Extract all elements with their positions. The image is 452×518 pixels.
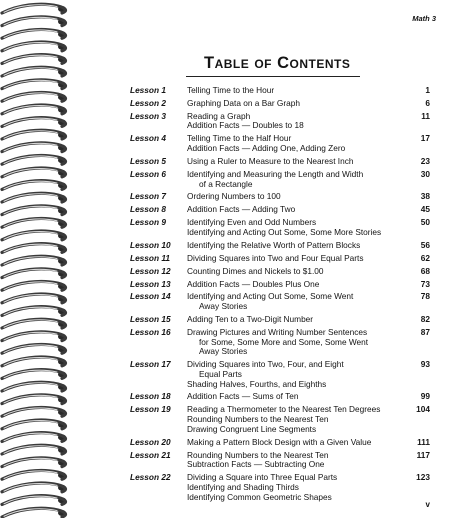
lesson-topics xyxy=(187,192,402,202)
toc-entry xyxy=(130,254,430,264)
lesson-page-number: 6 xyxy=(425,97,430,108)
lesson-page-number: 99 xyxy=(420,391,430,402)
lesson-topic-line: Away Stories xyxy=(199,346,248,357)
spiral-binding xyxy=(0,0,72,518)
lesson-page-number: 62 xyxy=(420,252,430,263)
lesson-topic-line: Making a Pattern Block Design with a Given Value xyxy=(187,436,372,447)
spiral-coil xyxy=(2,458,66,467)
lesson-page-number: 50 xyxy=(420,217,430,228)
toc-entry xyxy=(130,405,430,434)
lesson-label: Lesson 19 xyxy=(130,404,171,415)
lesson-page-number: 117 xyxy=(416,449,430,460)
lesson-topics xyxy=(187,405,402,434)
lesson-page-number: 73 xyxy=(420,278,430,289)
spiral-coil xyxy=(2,168,66,177)
lesson-topic-line: Addition Facts — Doubles Plus One xyxy=(187,278,320,289)
lesson-label: Lesson 22 xyxy=(130,472,171,483)
lesson-label: Lesson 15 xyxy=(130,313,171,324)
lesson-topics xyxy=(187,328,402,357)
spiral-coil xyxy=(2,344,66,353)
lesson-topic-line: Identifying Even and Odd Numbers xyxy=(187,217,317,228)
spiral-coil xyxy=(2,244,66,253)
spiral-coil xyxy=(2,130,66,139)
lesson-topic-line: Identifying and Acting Out Some, Some Went xyxy=(187,291,354,302)
title-underline xyxy=(186,76,360,77)
spiral-coil xyxy=(2,332,66,341)
spiral-coil xyxy=(2,496,66,505)
lesson-label: Lesson 1 xyxy=(130,85,166,95)
toc-entry xyxy=(130,267,430,277)
spiral-coil xyxy=(2,445,66,454)
toc-entry xyxy=(130,280,430,290)
spiral-coil xyxy=(2,395,66,404)
spiral-coil xyxy=(2,29,66,38)
spiral-coil xyxy=(2,382,66,391)
lesson-label: Lesson 8 xyxy=(130,204,166,215)
lesson-topics xyxy=(187,473,402,502)
lesson-page-number: 1 xyxy=(425,85,430,95)
lesson-topic-line: Away Stories xyxy=(199,301,248,312)
lesson-topics xyxy=(187,157,402,167)
lesson-topics xyxy=(187,451,402,470)
lesson-topic-line: Graphing Data on a Bar Graph xyxy=(187,97,300,108)
lesson-topic-line: Rounding Numbers to the Nearest Ten xyxy=(187,414,329,425)
lesson-page-number: 11 xyxy=(421,110,430,121)
lesson-topic-line: Telling Time to the Hour xyxy=(187,85,275,95)
spiral-coil xyxy=(2,67,66,76)
lesson-page-number: 30 xyxy=(420,168,430,179)
toc-entry xyxy=(130,451,430,470)
lesson-page-number: 87 xyxy=(420,326,430,337)
spiral-coil xyxy=(2,155,66,164)
lesson-label: Lesson 10 xyxy=(130,239,171,250)
lesson-page-number: 111 xyxy=(417,436,430,447)
table-of-contents xyxy=(130,86,430,505)
lesson-label: Lesson 18 xyxy=(130,391,171,402)
spiral-coil xyxy=(2,256,66,265)
spiral-coil xyxy=(2,508,66,517)
lesson-topic-line: Identifying and Acting Out Some, Some More Stories xyxy=(187,226,382,237)
lesson-topic-line: Telling Time to the Half Hour xyxy=(187,133,292,144)
lesson-topic-line: for Some, Some More and Some, Some Went xyxy=(199,336,369,347)
spiral-coil xyxy=(2,307,66,316)
spiral-coil xyxy=(2,17,66,26)
lesson-label: Lesson 12 xyxy=(130,265,171,276)
toc-entry xyxy=(130,438,430,448)
lesson-topic-line: Addition Facts — Adding One, Adding Zero xyxy=(187,143,346,154)
lesson-topics xyxy=(187,280,402,290)
spiral-coil xyxy=(2,483,66,492)
lesson-topic-line: Identifying and Shading Thirds xyxy=(187,481,299,492)
lesson-topics xyxy=(187,292,402,311)
lesson-topic-line: Ordering Numbers to 100 xyxy=(187,191,281,202)
lesson-label: Lesson 6 xyxy=(130,168,166,179)
lesson-topics xyxy=(187,86,402,96)
lesson-topics xyxy=(187,112,402,131)
lesson-topics xyxy=(187,170,402,189)
lesson-page-number: 23 xyxy=(420,155,430,166)
lesson-page-number: 78 xyxy=(420,291,430,302)
toc-entry xyxy=(130,473,430,502)
lesson-topics xyxy=(187,99,402,109)
toc-entry xyxy=(130,218,430,237)
lesson-label: Lesson 11 xyxy=(130,252,170,263)
page-number: v xyxy=(425,500,430,509)
spiral-coil xyxy=(2,294,66,303)
page-title: Table of Contents xyxy=(204,54,351,72)
lesson-topics xyxy=(187,241,402,251)
lesson-topics xyxy=(187,254,402,264)
lesson-topics xyxy=(187,438,402,448)
lesson-topic-line: Reading a Thermometer to the Nearest Ten Degrees xyxy=(187,404,381,415)
lesson-page-number: 123 xyxy=(416,472,430,483)
lesson-topic-line: Addition Facts — Adding Two xyxy=(187,204,296,215)
lesson-topic-line: Shading Halves, Fourths, and Eighths xyxy=(187,378,327,389)
spiral-coil xyxy=(2,55,66,64)
lesson-label: Lesson 3 xyxy=(130,110,166,121)
spiral-coil xyxy=(2,118,66,127)
toc-entry xyxy=(130,360,430,389)
lesson-page-number: 93 xyxy=(420,359,430,370)
spiral-coil xyxy=(2,80,66,89)
lesson-topics xyxy=(187,218,402,237)
lesson-topics xyxy=(187,315,402,325)
spiral-coil xyxy=(2,281,66,290)
toc-entry xyxy=(130,86,430,96)
lesson-topic-line: Dividing a Square into Three Equal Parts xyxy=(187,472,338,483)
toc-entry xyxy=(130,157,430,167)
lesson-topic-line: Using a Ruler to Measure to the Nearest Inch xyxy=(187,155,354,166)
lesson-label: Lesson 2 xyxy=(130,97,166,108)
toc-entry xyxy=(130,292,430,311)
lesson-label: Lesson 16 xyxy=(130,326,171,337)
lesson-label: Lesson 5 xyxy=(130,155,166,166)
lesson-page-number: 68 xyxy=(420,265,430,276)
spiral-coil xyxy=(2,319,66,328)
lesson-label: Lesson 13 xyxy=(130,278,171,289)
spiral-coils-graphic xyxy=(0,0,72,518)
page-header-subject: Math 3 xyxy=(412,14,436,23)
spiral-coil xyxy=(2,92,66,101)
lesson-label: Lesson 9 xyxy=(130,217,166,228)
lesson-topic-line: Reading a Graph xyxy=(187,110,251,121)
toc-entry xyxy=(130,170,430,189)
lesson-topics xyxy=(187,267,402,277)
lesson-topic-line: Identifying Common Geometric Shapes xyxy=(187,491,332,502)
lesson-page-number: 38 xyxy=(420,191,430,202)
spiral-coil xyxy=(2,206,66,215)
lesson-page-number: 104 xyxy=(416,404,430,415)
spiral-coil xyxy=(2,231,66,240)
lesson-label: Lesson 21 xyxy=(130,449,171,460)
spiral-coil xyxy=(2,370,66,379)
lesson-topic-line: of a Rectangle xyxy=(199,178,253,189)
lesson-label: Lesson 7 xyxy=(130,191,166,202)
lesson-topic-line: Drawing Congruent Line Segments xyxy=(187,423,317,434)
spiral-coil xyxy=(2,143,66,152)
lesson-page-number: 17 xyxy=(420,133,430,144)
spiral-coil xyxy=(2,407,66,416)
lesson-topic-line: Subtraction Facts — Subtracting One xyxy=(187,459,325,470)
spiral-coil xyxy=(2,357,66,366)
lesson-topic-line: Addition Facts — Sums of Ten xyxy=(187,391,299,402)
toc-entry xyxy=(130,112,430,131)
lesson-topics xyxy=(187,205,402,215)
lesson-topic-line: Counting Dimes and Nickels to $1.00 xyxy=(187,265,324,276)
toc-entry xyxy=(130,99,430,109)
spiral-coil xyxy=(2,193,66,202)
spiral-coil xyxy=(2,470,66,479)
spiral-coil xyxy=(2,42,66,51)
spiral-coil xyxy=(2,269,66,278)
lesson-label: Lesson 17 xyxy=(130,359,171,370)
toc-entry xyxy=(130,205,430,215)
lesson-topic-line: Dividing Squares into Two and Four Equal Parts xyxy=(187,252,364,263)
lesson-topics xyxy=(187,392,402,402)
lesson-page-number: 56 xyxy=(420,239,430,250)
lesson-topic-line: Adding Ten to a Two-Digit Number xyxy=(187,313,314,324)
toc-entry xyxy=(130,134,430,153)
lesson-topic-line: Rounding Numbers to the Nearest Ten xyxy=(187,449,329,460)
lesson-topic-line: Drawing Pictures and Writing Number Sentences xyxy=(187,326,368,337)
lesson-label: Lesson 20 xyxy=(130,436,171,447)
lesson-topic-line: Identifying the Relative Worth of Pattern Blocks xyxy=(187,239,361,250)
lesson-topics xyxy=(187,360,402,389)
lesson-label: Lesson 4 xyxy=(130,133,166,144)
spiral-coil xyxy=(2,181,66,190)
toc-entry xyxy=(130,192,430,202)
lesson-topic-line: Identifying and Measuring the Length and Width xyxy=(187,168,364,179)
spiral-coil xyxy=(2,420,66,429)
toc-entry xyxy=(130,315,430,325)
spiral-coil xyxy=(2,4,66,13)
spiral-coil xyxy=(2,105,66,114)
spiral-coil xyxy=(2,433,66,442)
lesson-page-number: 82 xyxy=(420,313,430,324)
lesson-topic-line: Addition Facts — Doubles to 18 xyxy=(187,120,304,131)
lesson-label: Lesson 14 xyxy=(130,291,171,302)
spiral-coil xyxy=(2,218,66,227)
lesson-topic-line: Equal Parts xyxy=(199,368,242,379)
lesson-topics xyxy=(187,134,402,153)
lesson-topic-line: Dividing Squares into Two, Four, and Eight xyxy=(187,359,344,370)
toc-entry xyxy=(130,241,430,251)
lesson-page-number: 45 xyxy=(420,204,430,215)
toc-entry xyxy=(130,328,430,357)
toc-entry xyxy=(130,392,430,402)
